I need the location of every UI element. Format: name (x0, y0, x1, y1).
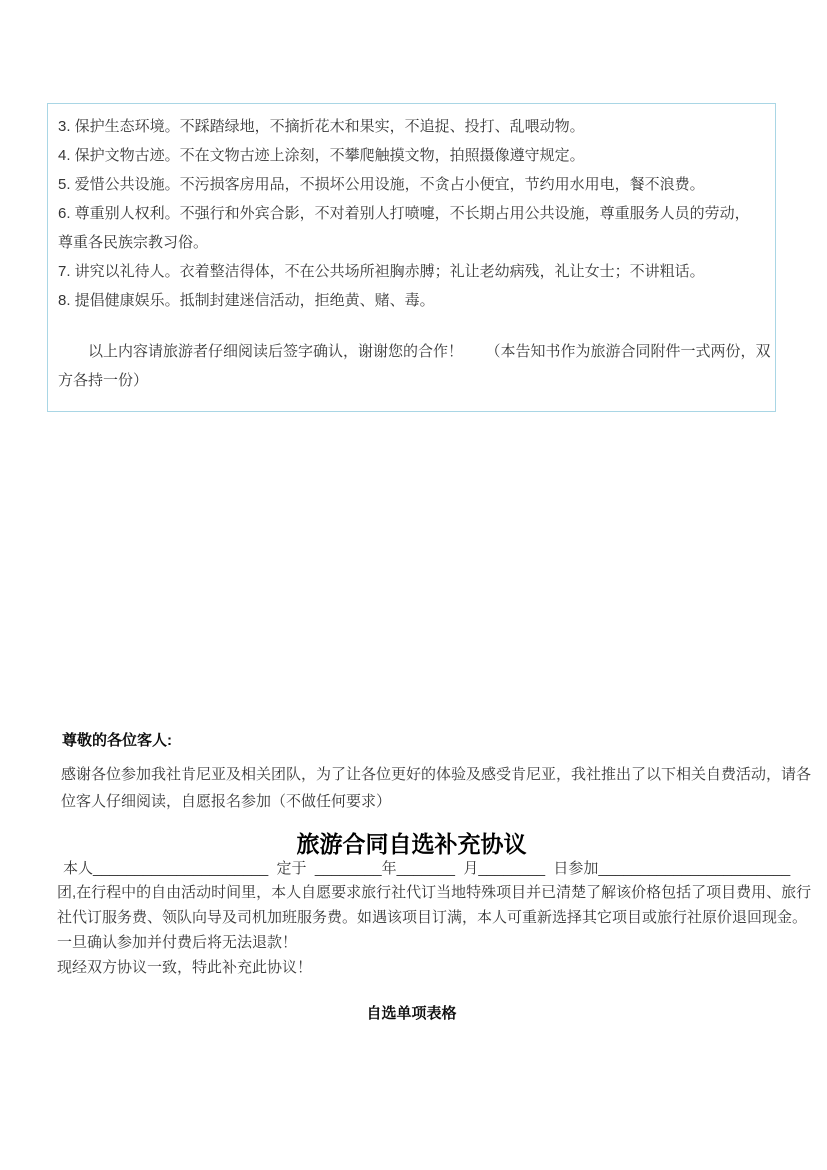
notice-rule-line: 7. 讲究以礼待人。衣着整洁得体，不在公共场所袒胸赤膊；礼让老幼病残，礼让女士；不讲粗话。 (58, 263, 705, 280)
intro-paragraph (61, 761, 812, 815)
notice-rule-line: 5. 爱惜公共设施。不污损客房用品，不损坏公用设施，不贪占小便宜，节约用水用电，餐不浪费。 (58, 176, 705, 193)
fill-in-form-line: 本人_____________________ 定于 ________年_______ 月________ 日参加_______________________ (63, 860, 791, 877)
agreement-body-line: 现经双方协议一致，特此补充此协议！ (57, 959, 313, 976)
notice-rule-line: 3. 保护生态环境。不踩踏绿地，不摘折花木和果实，不追捉、投打、乱喂动物。 (58, 118, 585, 135)
notice-rule-line: 8. 提倡健康娱乐。抵制封建迷信活动，拒绝黄、赌、毒。 (58, 292, 435, 309)
notice-closing-line: 以上内容请旅游者仔细阅读后签字确认，谢谢您的合作！ （本告知书作为旅游合同附件一式两份，双 (88, 343, 771, 360)
notice-rule-line: 尊重各民族宗教习俗。 (58, 234, 209, 251)
notice-rule-line: 6. 尊重别人权利。不强行和外宾合影，不对着别人打喷嚏，不长期占用公共设施，尊重服务人员的劳动， (58, 205, 750, 222)
agreement-title: 旅游合同自选补充协议 (296, 831, 527, 857)
agreement-body-line: 团,在行程中的自由活动时间里，本人自愿要求旅行社代订当地特殊项目并已清楚了解该价格包括了项目费用、旅行 (57, 884, 812, 901)
agreement-body-line: 一旦确认参加并付费后将无法退款！ (57, 934, 298, 951)
greeting-header: 尊敬的各位客人: (62, 732, 172, 749)
notice-closing-note (58, 337, 771, 395)
agreement-body-line: 社代订服务费、领队向导及司机加班服务费。如遇该项目订满，本人可重新选择其它项目或旅行社原价退回现金。 (57, 909, 808, 926)
notice-closing-line: 方各持一份） (58, 372, 149, 389)
intro-line: 感谢各位参加我社肯尼亚及相关团队，为了让各位更好的体验及感受肯尼亚，我社推出了以下相关自费活动，请各 (61, 766, 812, 783)
agreement-body (57, 880, 812, 980)
intro-line: 位客人仔细阅读，自愿报名参加（不做任何要求） (61, 793, 392, 810)
optional-items-table-title: 自选单项表格 (366, 1005, 457, 1022)
notice-rule-line: 4. 保护文物古迹。不在文物古迹上涂刻，不攀爬触摸文物，拍照摄像遵守规定。 (58, 147, 585, 164)
travel-notice-box (47, 103, 776, 412)
